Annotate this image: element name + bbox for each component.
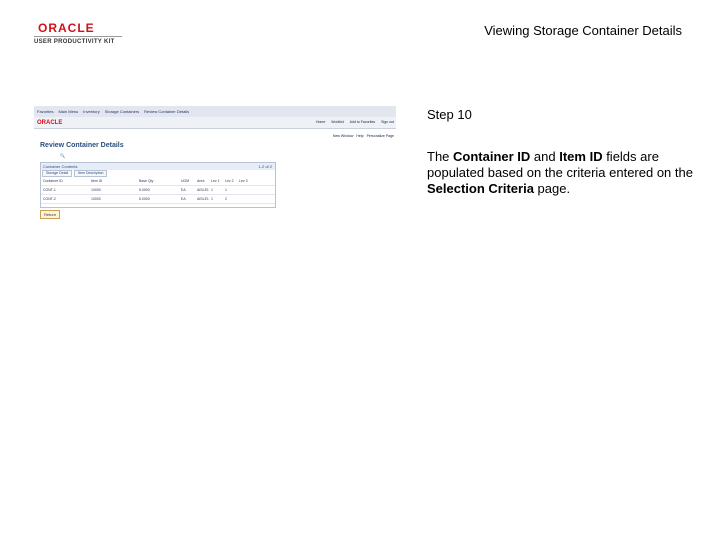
table-cell: EA <box>181 188 186 192</box>
desc-field-item-id: Item ID <box>559 149 603 164</box>
embedded-screenshot <box>34 106 396 222</box>
table-cell: 1 <box>211 197 213 201</box>
oracle-upk-logo <box>34 22 124 50</box>
tab-storage-detail[interactable]: Storage Detail <box>42 170 72 177</box>
desc-text: page. <box>533 181 571 196</box>
logo-subtitle: USER PRODUCTIVITY KIT <box>34 39 115 45</box>
return-button[interactable]: Return <box>40 210 60 219</box>
table-cell: 1 <box>225 188 227 192</box>
table-cell: 5.0000 <box>139 188 150 192</box>
grid-title: Container Contents <box>43 164 78 169</box>
breadcrumb-item[interactable]: Main Menu <box>58 109 79 114</box>
step-number: Step 10 <box>427 107 472 122</box>
grid-header <box>41 163 275 170</box>
screenshot-header-links <box>333 134 394 138</box>
grid-tabs <box>41 170 275 177</box>
screenshot-nav <box>316 120 394 124</box>
column-header: Item ID <box>91 179 103 183</box>
column-header: Container ID <box>43 179 63 183</box>
step-description <box>427 149 697 197</box>
breadcrumb-item[interactable]: Review Container Details <box>144 109 190 114</box>
logo-divider <box>34 36 122 37</box>
nav-item[interactable]: Add to Favorites <box>349 120 376 124</box>
column-header: Lev 3 <box>239 179 248 183</box>
container-contents-grid <box>40 162 276 208</box>
screenshot-breadcrumb-bar <box>34 106 396 117</box>
desc-field-container-id: Container ID <box>453 149 531 164</box>
header-link[interactable]: Personalize Page <box>366 134 394 138</box>
screenshot-brand-bar <box>34 117 396 129</box>
column-header: Base Qty <box>139 179 154 183</box>
page-title: Viewing Storage Container Details <box>484 23 682 38</box>
breadcrumb-item[interactable]: Inventory <box>83 109 100 114</box>
table-row <box>41 186 275 195</box>
table-row <box>41 195 275 204</box>
table-cell: CONT-2 <box>43 197 56 201</box>
column-header: Lev 1 <box>211 179 220 183</box>
screenshot-logo: ORACLE <box>37 120 63 126</box>
table-cell: 2 <box>225 197 227 201</box>
table-cell: 10003 <box>91 197 101 201</box>
tab-item-description[interactable]: Item Description <box>74 170 107 177</box>
column-header: Lev 2 <box>225 179 234 183</box>
table-cell: AISLE1 <box>197 197 209 201</box>
breadcrumb-item[interactable]: Storage Containers <box>104 109 140 114</box>
zoom-icon[interactable]: 🔍 <box>60 153 65 158</box>
column-header: Area <box>197 179 205 183</box>
table-cell: 5.0000 <box>139 197 150 201</box>
desc-text: The <box>427 149 454 164</box>
table-cell: 10003 <box>91 188 101 192</box>
header-link[interactable]: Help <box>356 134 364 138</box>
desc-text: fields are populated based on the criteria entered on the <box>427 149 693 180</box>
nav-item[interactable]: Home <box>315 120 326 124</box>
desc-text: and <box>530 149 560 164</box>
nav-item[interactable]: Sign out <box>381 120 394 124</box>
header-link[interactable]: New Window <box>332 134 354 138</box>
logo-brand: ORACLE <box>38 21 95 35</box>
table-cell: CONT-1 <box>43 188 56 192</box>
column-header: UOM <box>181 179 190 183</box>
breadcrumb-item[interactable]: Favorites <box>37 109 54 114</box>
table-cell: AISLE1 <box>197 188 209 192</box>
nav-item[interactable]: Worklist <box>331 120 344 124</box>
grid-pagination[interactable]: 1-2 of 2 <box>258 164 272 169</box>
screenshot-page-title: Review Container Details <box>40 142 124 149</box>
desc-page-selection-criteria: Selection Criteria <box>427 181 534 196</box>
table-cell: EA <box>181 197 186 201</box>
table-cell: 1 <box>211 188 213 192</box>
grid-column-headers <box>41 177 275 186</box>
